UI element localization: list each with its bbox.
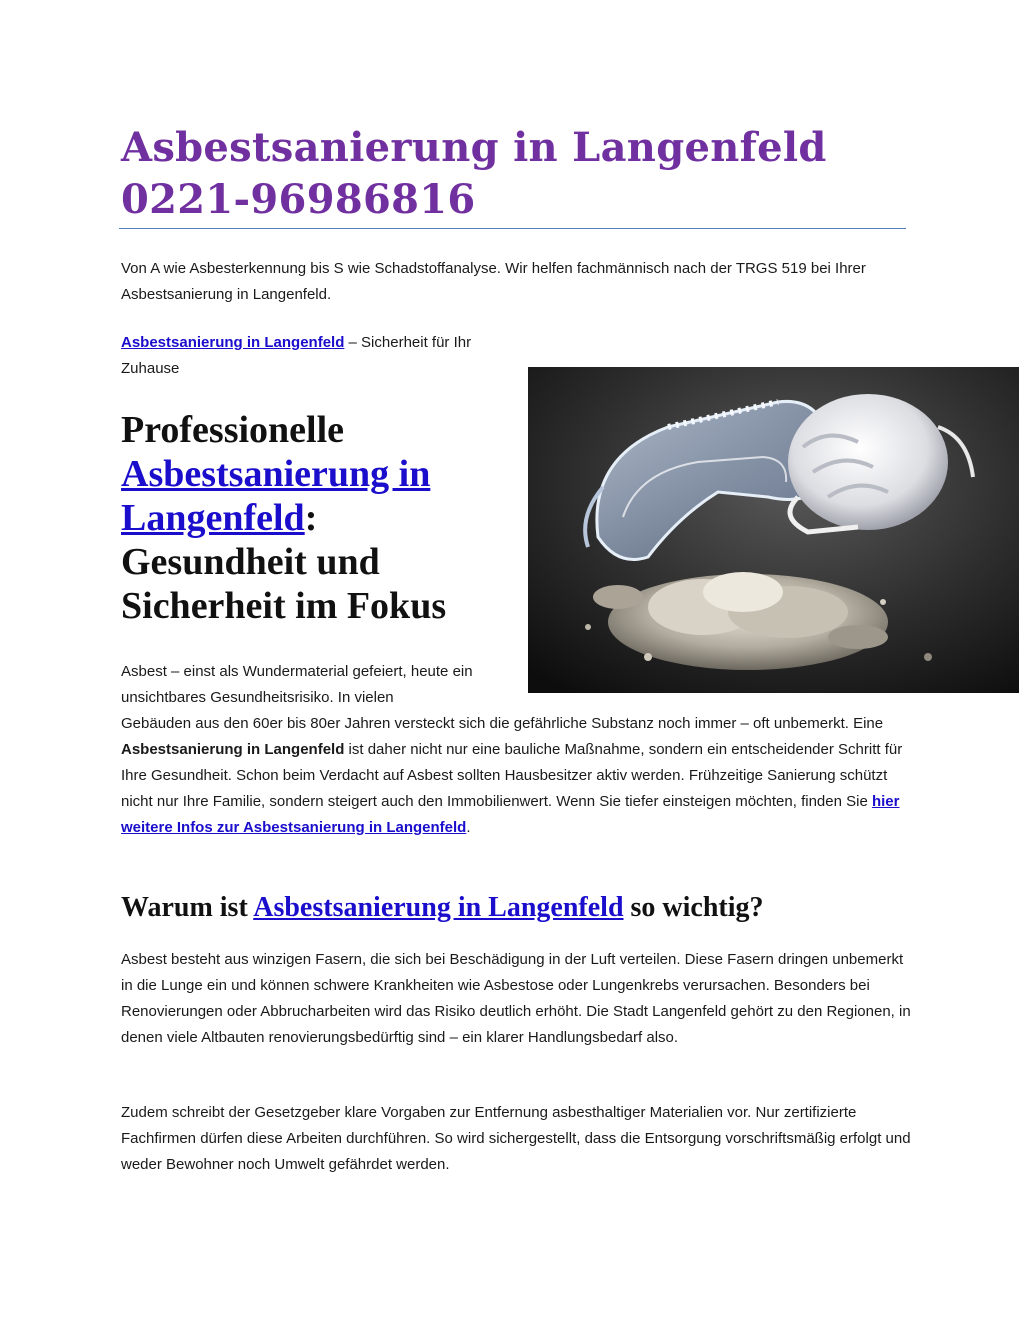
section1-text-b: ist daher nicht nur eine bauliche Maßnahme, sondern ein entscheidender Schritt für Ihre Gesundheit. Schon beim Verdacht auf Asbest sollten Hausbesitzer aktiv werden. Frühzeitige Sanierung schützt nicht nur Ihre Familie, sondern steigert auch den Immobilienwert. Wenn Sie tiefer einsteigen möchten, finden Sie <box>121 741 903 810</box>
section2-heading-post: so wichtig? <box>623 892 764 923</box>
asbestos-gear-photo-icon <box>528 367 1019 693</box>
section1-heading-pre: Professionelle <box>121 409 345 451</box>
section1-heading-post: : Gesundheit und Sicherheit im Fokus <box>121 497 447 627</box>
section2-paragraph-2: Zudem schreibt der Gesetzgeber klare Vorgaben zur Entfernung asbesthaltiger Materialien vor. Nur zertifizierte Fachfirmen dürfen diese Arbeiten durchführen. So wird sichergestellt, dass die Entsorgung vorschriftsmäßig erfolgt und weder Bewohner noch Umwelt gefährdet werden. <box>121 1104 911 1173</box>
more-info-link[interactable]: hier weitere Infos zur Asbestsanierung in Langenfeld <box>121 793 900 836</box>
section2-paragraph-1: Asbest besteht aus winzigen Fasern, die sich bei Beschädigung in der Luft verteilen. Diese Fasern dringen unbemerkt in die Lunge ein und können schwere Krankheiten wie Asbestose oder Lungenkrebs verursachen. Besonders bei Renovierungen oder Abbrucharbeiten wird das Risiko deutlich erhöht. Die Stadt Langenfeld gehört zu den Regionen, in denen viele Altbauten renovierungsbedürftig sind – ein klarer Handlungsbedarf also. <box>121 951 911 1046</box>
section1-paragraph-lead: Asbest – einst als Wundermaterial gefeiert, heute ein unsichtbares Gesundheitsrisiko. In vielen <box>121 663 473 706</box>
page-title: Asbestsanierung in Langenfeld 0221-96986816 <box>121 124 827 223</box>
section1-bold-keyword: Asbestsanierung in Langenfeld <box>121 741 345 758</box>
tagline-link[interactable]: Asbestsanierung in Langenfeld <box>121 334 345 351</box>
section1-text-a: Gebäuden aus den 60er bis 80er Jahren versteckt sich die gefährliche Substanz noch immer – oft unbemerkt. Eine <box>121 715 884 732</box>
asbestos-protective-gear-image <box>528 367 1019 693</box>
section1-paragraph-body <box>121 711 906 841</box>
intro-paragraph: Von A wie Asbesterkennung bis S wie Schadstoffanalyse. Wir helfen fachmännisch nach der TRGS 519 bei Ihrer Asbestsanierung in Langenfeld. <box>121 260 866 303</box>
tagline-text: – Sicherheit für Ihr Zuhause <box>121 334 472 377</box>
tagline-paragraph <box>121 330 511 382</box>
title-underline <box>119 228 906 229</box>
section2-heading-link[interactable]: Asbestsanierung in Langenfeld <box>253 892 624 923</box>
section2-heading-pre: Warum ist <box>121 892 254 923</box>
section1-heading-link[interactable]: Asbestsanierung in Langenfeld <box>121 453 431 539</box>
section2-heading <box>121 888 921 928</box>
section1-text-end: . <box>466 819 471 836</box>
section1-heading <box>121 408 511 628</box>
